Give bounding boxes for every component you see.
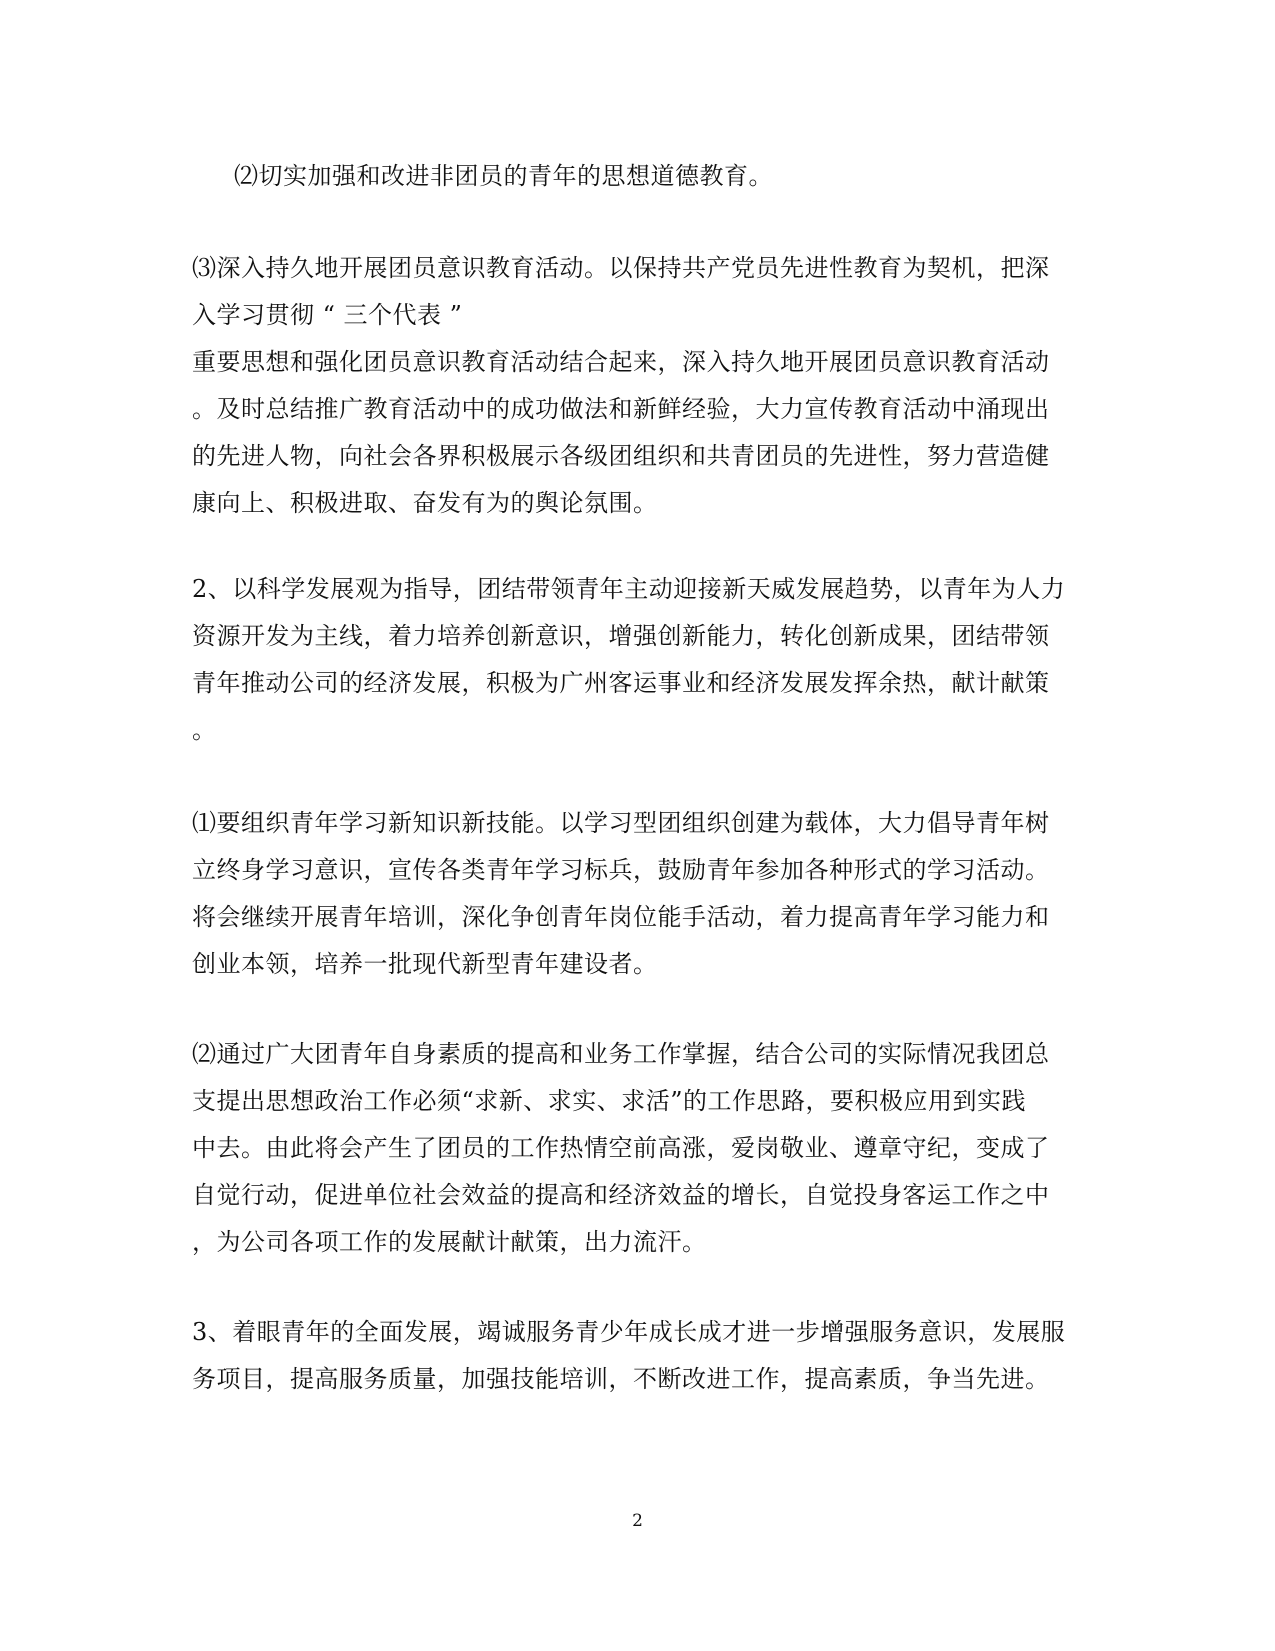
text-line: 资源开发为主线，着力培养创新意识，增强创新能力，转化创新成果，团结带领: [192, 622, 1050, 650]
text-line: 2、以科学发展观为指导，团结带领青年主动迎接新天威发展趋势，以青年为人力: [192, 575, 1066, 603]
text-line: ⑴要组织青年学习新知识新技能。以学习型团组织创建为载体，大力倡导青年树: [192, 809, 1050, 837]
text-line: 支提出思想政治工作必须“求新、求实、求活”的工作思路，要积极应用到实践: [192, 1087, 1027, 1115]
text-line: ⑵通过广大团青年自身素质的提高和业务工作掌握，结合公司的实际情况我团总: [192, 1040, 1050, 1068]
text-line: 的先进人物，向社会各界积极展示各级团组织和共青团员的先进性，努力营造健: [192, 442, 1050, 470]
text-line: 将会继续开展青年培训，深化争创青年岗位能手活动，着力提高青年学习能力和: [192, 903, 1050, 931]
text-line: ，为公司各项工作的发展献计献策，出力流汗。: [192, 1228, 707, 1256]
paragraph-4: [192, 800, 1092, 988]
paragraph-6: [192, 1309, 1092, 1403]
text-line: 入学习贯彻 “ 三个代表 ”: [192, 301, 463, 329]
text-line: 青年推动公司的经济发展，积极为广州客运事业和经济发展发挥余热，献计献策: [192, 669, 1050, 697]
text-line: ⑵切实加强和改进非团员的青年的思想道德教育。: [234, 162, 773, 190]
text-line: 康向上、积极进取、奋发有为的舆论氛围。: [192, 489, 658, 517]
text-line: 中去。由此将会产生了团员的工作热情空前高涨，爱岗敬业、遵章守纪，变成了: [192, 1134, 1050, 1162]
paragraph-2: [192, 245, 1092, 527]
text-line: 创业本领，培养一批现代新型青年建设者。: [192, 950, 658, 978]
text-line: 立终身学习意识，宣传各类青年学习标兵，鼓励青年参加各种形式的学习活动。: [192, 856, 1050, 884]
page-number: 2: [632, 1511, 643, 1531]
paragraph-3: [192, 566, 1092, 754]
paragraph-1: [234, 153, 1134, 200]
text-line: 重要思想和强化团员意识教育活动结合起来，深入持久地开展团员意识教育活动: [192, 348, 1050, 376]
text-line: ⑶深入持久地开展团员意识教育活动。以保持共产党员先进性教育为契机，把深: [192, 254, 1050, 282]
text-line: 务项目，提高服务质量，加强技能培训，不断改进工作，提高素质，争当先进。: [192, 1365, 1050, 1393]
text-line: 3、着眼青年的全面发展，竭诚服务青少年成长成才进一步增强服务意识，发展服: [192, 1318, 1066, 1346]
text-line: 。: [192, 716, 217, 744]
text-line: 自觉行动，促进单位社会效益的提高和经济效益的增长，自觉投身客运工作之中: [192, 1181, 1050, 1209]
paragraph-5: [192, 1031, 1092, 1266]
text-line: 。及时总结推广教育活动中的成功做法和新鲜经验，大力宣传教育活动中涌现出: [192, 395, 1050, 423]
